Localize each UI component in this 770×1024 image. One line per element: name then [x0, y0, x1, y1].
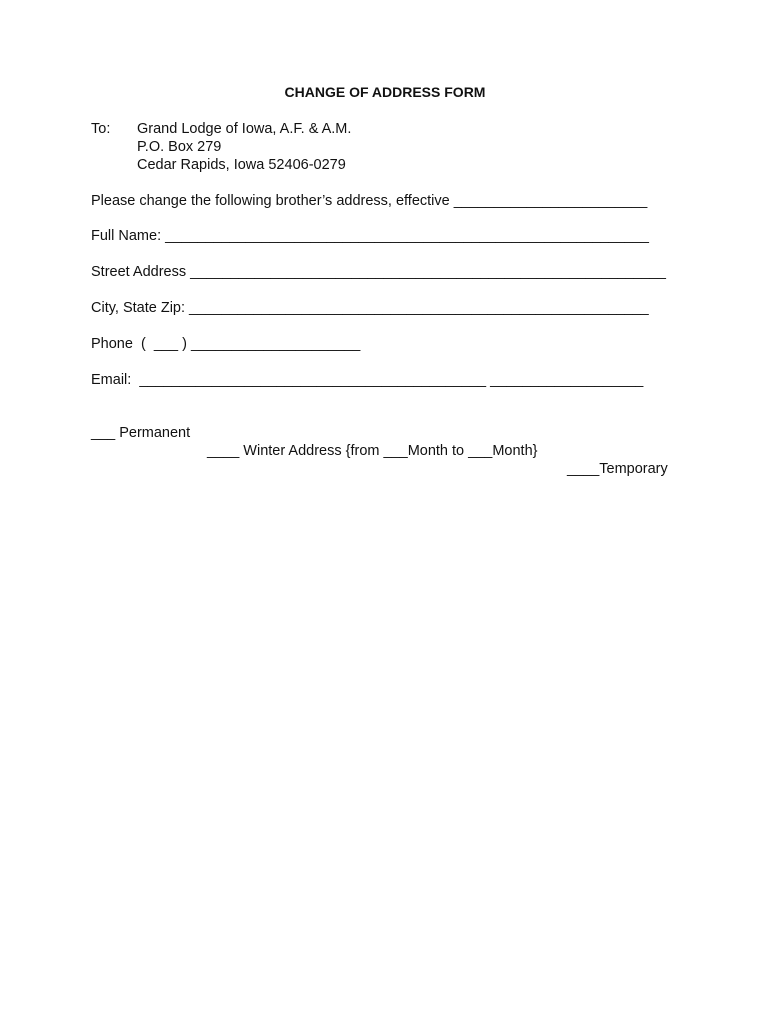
- city-state-zip-field[interactable]: City, State Zip: _________________________________________________________: [91, 300, 649, 316]
- winter-address-option[interactable]: ____ Winter Address {from ___Month to ___Month}: [207, 443, 538, 459]
- address-type-options: [91, 406, 668, 496]
- recipient-line-1: Grand Lodge of Iowa, A.F. & A.M.: [137, 121, 352, 137]
- recipient-line-2: P.O. Box 279: [137, 139, 222, 155]
- permanent-option[interactable]: ___ Permanent: [91, 425, 191, 441]
- temporary-option[interactable]: ____Temporary: [567, 461, 668, 477]
- street-address-field[interactable]: Street Address ___________________________________________________________: [91, 264, 666, 280]
- effective-date-field[interactable]: Please change the following brother’s address, effective ________________________: [91, 193, 648, 209]
- to-label: To:: [91, 121, 111, 137]
- phone-field[interactable]: Phone ( ___ ) _____________________: [91, 336, 361, 352]
- recipient-line-3: Cedar Rapids, Iowa 52406-0279: [137, 157, 346, 173]
- form-title: CHANGE OF ADDRESS FORM: [284, 84, 486, 100]
- email-field[interactable]: Email: ___________________________________________ ___________________: [91, 372, 644, 388]
- full-name-field[interactable]: Full Name: ____________________________________________________________: [91, 228, 649, 244]
